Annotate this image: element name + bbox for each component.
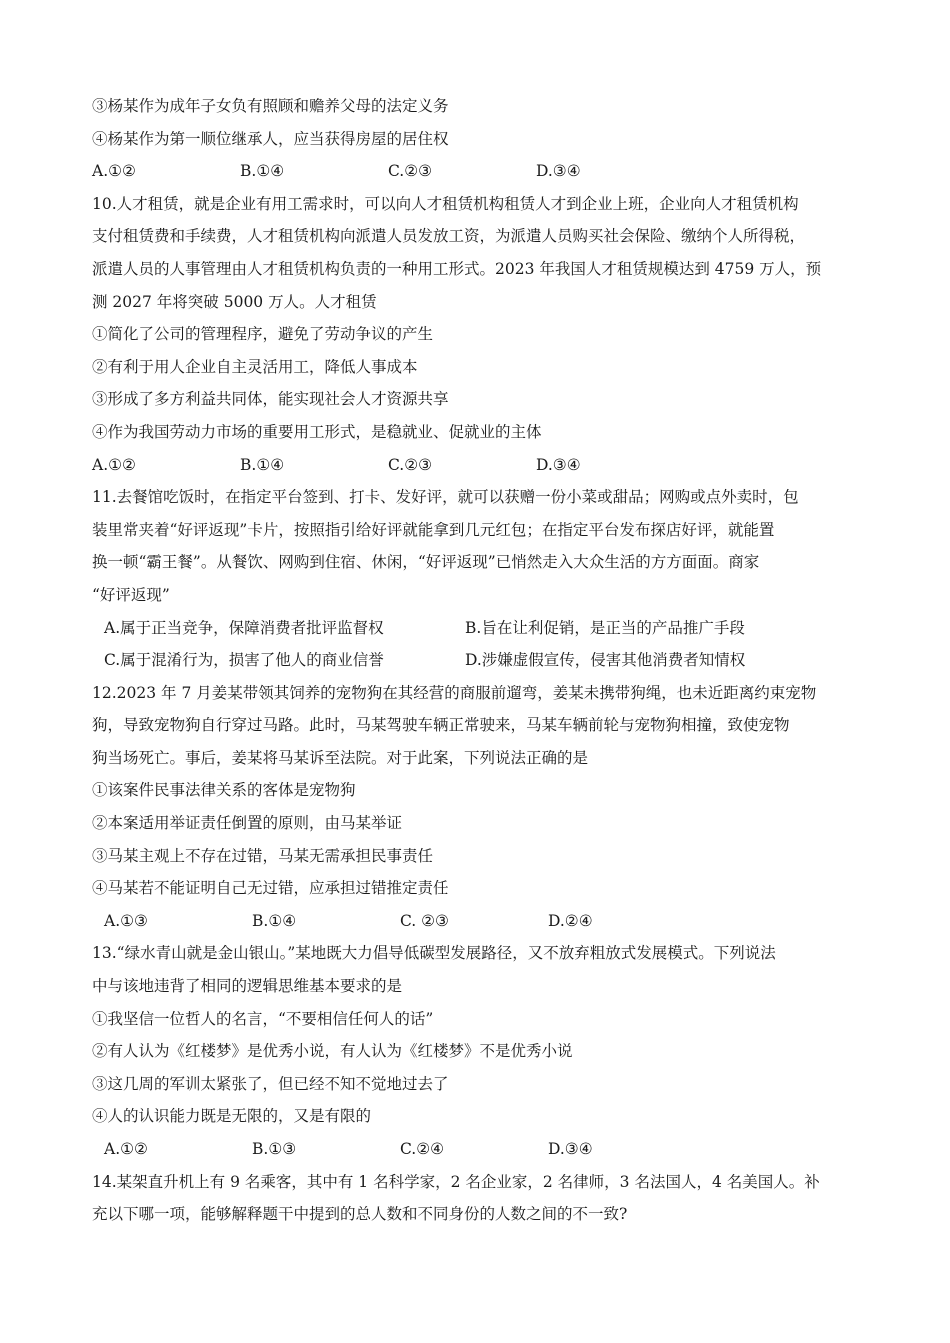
q11-options-row-1 <box>92 612 862 645</box>
question-14 <box>92 1166 862 1231</box>
q11-stem-line: 11.去餐馆吃饭时，在指定平台签到、打卡、发好评，就可以获赠一份小菜或甜品；网购或点外卖时，包 <box>92 488 799 507</box>
q10-statement-1: ①简化了公司的管理程序，避免了劳动争议的产生 <box>92 325 434 344</box>
q9-option-c[interactable]: C.②③ <box>388 162 433 181</box>
q10-option-a[interactable]: A.①② <box>92 455 136 474</box>
q11-option-b[interactable]: B.旨在让利促销，是正当的产品推广手段 <box>465 618 745 637</box>
q12-statement-4: ④马某若不能证明自己无过错，应承担过错推定责任 <box>92 879 449 898</box>
q13-stem-line: 13.“绿水青山就是金山银山。”某地既大力倡导低碳型发展路径，又不放弃粗放式发展模式。下列说法 <box>92 944 776 963</box>
q13-options <box>92 1133 862 1166</box>
q13-statement-3: ③这几周的军训太紧张了，但已经不知不觉地过去了 <box>92 1074 449 1093</box>
q13-stem-line: 中与该地违背了相同的逻辑思维基本要求的是 <box>92 977 403 996</box>
question-11 <box>92 481 862 677</box>
q13-statement-2: ②有人认为《红楼梦》是优秀小说，有人认为《红楼梦》不是优秀小说 <box>92 1042 573 1061</box>
q10-option-b[interactable]: B.①④ <box>240 455 285 474</box>
q12-stem-line: 狗，导致宠物狗自行穿过马路。此时，马某驾驶车辆正常驶来，马某车辆前轮与宠物狗相撞，致使宠物 <box>92 716 790 735</box>
question-9 <box>92 90 862 188</box>
q10-statement-3: ③形成了多方利益共同体，能实现社会人才资源共享 <box>92 390 449 409</box>
question-10 <box>92 188 862 481</box>
q12-statement-1: ①该案件民事法律关系的客体是宠物狗 <box>92 781 356 800</box>
q9-option-a[interactable]: A.①② <box>92 162 136 181</box>
q12-option-d[interactable]: D.②④ <box>548 911 593 930</box>
q13-option-c[interactable]: C.②④ <box>400 1140 445 1158</box>
q12-option-c[interactable]: C. ②③ <box>400 911 449 930</box>
question-12 <box>92 677 862 938</box>
q12-stem-line: 12.2023 年 7 月姜某带领其饲养的宠物狗在其经营的商服前遛弯，姜某未携带狗绳，也未近距离约束宠物 <box>92 683 817 702</box>
q12-options <box>92 905 862 938</box>
q10-option-d[interactable]: D.③④ <box>536 455 581 474</box>
q14-stem-line: 14.某架直升机上有 9 名乘客，其中有 1 名科学家，2 名企业家，2 名律师，3 名法国人，4 名美国人。补 <box>92 1172 820 1191</box>
q10-stem-line: 派遣人员的人事管理由人才租赁机构负责的一种用工形式。2023 年我国人才租赁规模达到 4759 万人，预 <box>92 259 822 278</box>
q13-option-a[interactable]: A.①② <box>104 1140 148 1158</box>
q11-options-row-2 <box>92 644 862 677</box>
exam-page <box>92 90 862 1231</box>
q9-option-b[interactable]: B.①④ <box>240 162 285 181</box>
q13-option-b[interactable]: B.①③ <box>252 1140 297 1158</box>
q12-stem-line: 狗当场死亡。事后，姜某将马某诉至法院。对于此案，下列说法正确的是 <box>92 748 589 767</box>
q9-statement-3: ③杨某作为成年子女负有照顾和赡养父母的法定义务 <box>92 97 449 115</box>
q12-statement-3: ③马某主观上不存在过错，马某无需承担民事责任 <box>92 846 434 865</box>
q9-options <box>92 155 862 188</box>
q14-stem-line: 充以下哪一项，能够解释题干中提到的总人数和不同身份的人数之间的不一致? <box>92 1205 628 1224</box>
q11-option-c[interactable]: C.属于混淆行为，损害了他人的商业信誉 <box>104 651 384 670</box>
q9-option-d[interactable]: D.③④ <box>536 162 581 181</box>
q10-stem-line: 支付租赁费和手续费，人才租赁机构向派遣人员发放工资，为派遣人员购买社会保险、缴纳个人所得税， <box>92 227 806 246</box>
q11-stem-line: “好评返现” <box>92 585 170 604</box>
q10-options <box>92 449 862 482</box>
q9-statement-4: ④杨某作为第一顺位继承人，应当获得房屋的居住权 <box>92 129 449 148</box>
q11-option-d[interactable]: D.涉嫌虚假宣传，侵害其他消费者知情权 <box>465 651 746 670</box>
q10-statement-2: ②有利于用人企业自主灵活用工，降低人事成本 <box>92 357 418 376</box>
q11-option-a[interactable]: A.属于正当竞争，保障消费者批评监督权 <box>104 618 384 637</box>
q10-option-c[interactable]: C.②③ <box>388 455 433 474</box>
question-13 <box>92 937 862 1165</box>
q11-stem-line: 装里常夹着“好评返现”卡片，按照指引给好评就能拿到几元红包；在指定平台发布探店好评，就能置 <box>92 520 775 539</box>
q10-stem-line: 测 2027 年将突破 5000 万人。人才租赁 <box>92 292 377 311</box>
q13-option-d[interactable]: D.③④ <box>548 1140 593 1158</box>
q12-option-a[interactable]: A.①③ <box>104 911 148 930</box>
q10-stem-line: 10.人才租赁，就是企业有用工需求时，可以向人才租赁机构租赁人才到企业上班，企业向人才租赁机构 <box>92 194 799 213</box>
q13-statement-4: ④人的认识能力既是无限的，又是有限的 <box>92 1107 372 1126</box>
q11-stem-line: 换一顿“霸王餐”。从餐饮、网购到住宿、休闲，“好评返现”已悄然走入大众生活的方方面面。商家 <box>92 553 760 572</box>
q10-statement-4: ④作为我国劳动力市场的重要用工形式，是稳就业、促就业的主体 <box>92 422 542 441</box>
q12-option-b[interactable]: B.①④ <box>252 911 297 930</box>
q12-statement-2: ②本案适用举证责任倒置的原则，由马某举证 <box>92 814 403 833</box>
q13-statement-1: ①我坚信一位哲人的名言，“不要相信任何人的话” <box>92 1009 434 1028</box>
